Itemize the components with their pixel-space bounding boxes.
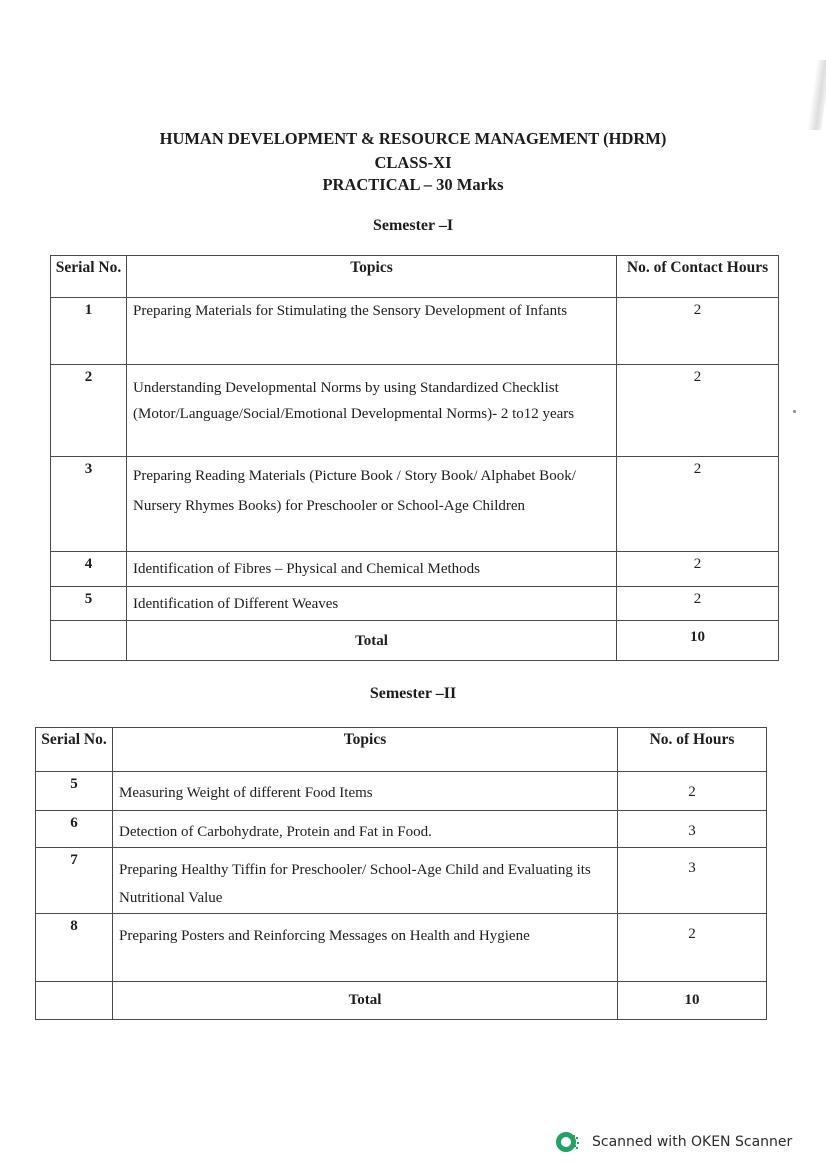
total-value: 10 [617, 621, 779, 661]
hours-cell: 2 [618, 914, 767, 982]
topic-cell: Identification of Different Weaves [127, 587, 617, 621]
hours-cell: 2 [617, 552, 779, 587]
serial-cell: 5 [51, 587, 127, 621]
serial-cell: 3 [51, 457, 127, 552]
oken-scanner-logo-icon [556, 1131, 582, 1153]
serial-cell: 7 [36, 848, 113, 914]
table-row [36, 772, 767, 811]
semester-1-title: Semester –I [372, 217, 454, 234]
total-label: Total [113, 982, 618, 1020]
hours-cell: 3 [618, 811, 767, 848]
topic-cell: Detection of Carbohydrate, Protein and Fat in Food. [113, 811, 618, 848]
serial-cell: 8 [36, 914, 113, 982]
hours-cell: 2 [618, 772, 767, 811]
hours-cell: 2 [617, 365, 779, 457]
empty-cell [51, 621, 127, 661]
serial-cell: 6 [36, 811, 113, 848]
scan-speck [793, 410, 796, 413]
serial-cell: 5 [36, 772, 113, 811]
serial-cell: 4 [51, 552, 127, 587]
watermark-text: Scanned with OKEN Scanner [592, 1134, 793, 1150]
total-label: Total [127, 621, 617, 661]
topic-cell: Preparing Reading Materials (Picture Book / Story Book/ Alphabet Book/ Nursery Rhymes Books) for Preschooler or School-Age Children [127, 457, 617, 552]
topic-cell: Identification of Fibres – Physical and Chemical Methods [127, 552, 617, 587]
col-header-hours: No. of Contact Hours [617, 256, 779, 298]
table-row [51, 552, 779, 587]
table-header-row [36, 728, 767, 772]
col-header-topics: Topics [113, 728, 618, 772]
total-row [51, 621, 779, 661]
hours-cell: 2 [617, 457, 779, 552]
col-header-hours: No. of Hours [618, 728, 767, 772]
table-row [51, 587, 779, 621]
total-value: 10 [618, 982, 767, 1020]
hours-cell: 3 [618, 848, 767, 914]
serial-cell: 1 [51, 298, 127, 365]
table-header-row [51, 256, 779, 298]
topic-cell: Preparing Posters and Reinforcing Messages on Health and Hygiene [113, 914, 618, 982]
table-row [36, 811, 767, 848]
table-row [51, 457, 779, 552]
col-header-serial: Serial No. [36, 728, 113, 772]
col-header-serial: Serial No. [51, 256, 127, 298]
practical-marks: PRACTICAL – 30 Marks [322, 175, 504, 194]
hours-cell: 2 [617, 587, 779, 621]
table-row [36, 848, 767, 914]
empty-cell [36, 982, 113, 1020]
page-edge-shadow [807, 60, 826, 130]
total-row [36, 982, 767, 1020]
serial-cell: 2 [51, 365, 127, 457]
semester-2-table [35, 727, 767, 1020]
topic-cell: Preparing Healthy Tiffin for Preschooler/ School-Age Child and Evaluating its Nutritional Value [113, 848, 618, 914]
class-label: CLASS-XI [374, 153, 452, 172]
table-row [51, 365, 779, 457]
hours-cell: 2 [617, 298, 779, 365]
topic-cell: Understanding Developmental Norms by using Standardized Checklist (Motor/Language/Social/Emotional Developmental Norms)- 2 to12 years [127, 365, 617, 457]
col-header-topics: Topics [127, 256, 617, 298]
document-title: HUMAN DEVELOPMENT & RESOURCE MANAGEMENT (HDRM) [159, 129, 667, 148]
topic-cell: Measuring Weight of different Food Items [113, 772, 618, 811]
scanner-watermark [556, 1131, 792, 1153]
table-row [51, 298, 779, 365]
semester-2-title: Semester –II [369, 685, 457, 702]
topic-cell: Preparing Materials for Stimulating the Sensory Development of Infants [127, 298, 617, 365]
semester-1-table [50, 255, 779, 661]
table-row [36, 914, 767, 982]
